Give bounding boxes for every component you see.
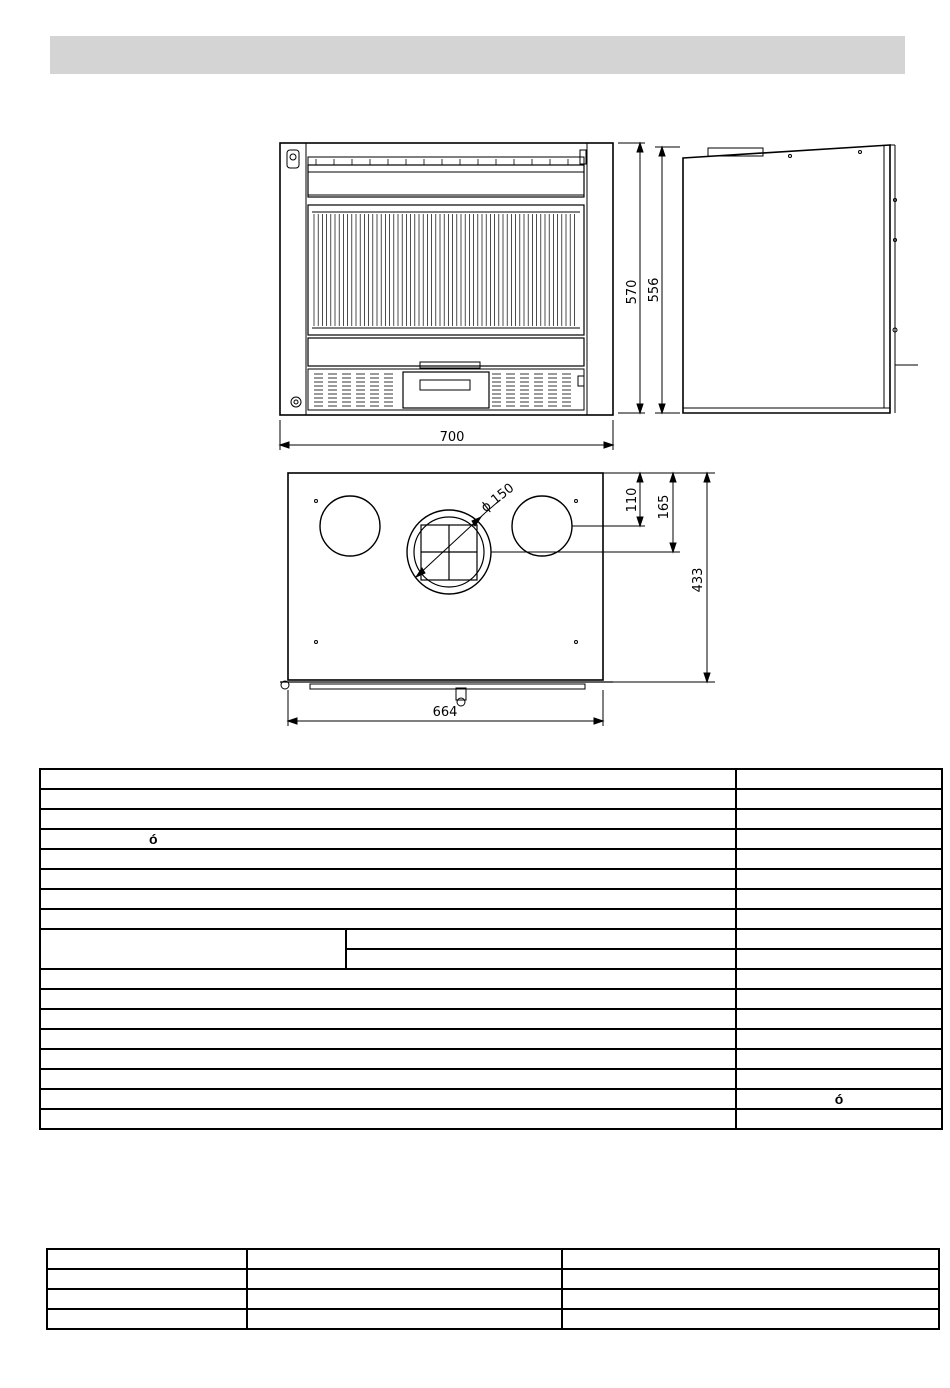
row-value — [736, 869, 942, 889]
cell — [247, 1309, 562, 1329]
table-row — [47, 1309, 939, 1329]
table-row — [40, 1109, 942, 1129]
row-label — [40, 809, 736, 829]
row-value — [736, 1009, 942, 1029]
table-row — [40, 849, 942, 869]
table-row — [47, 1249, 939, 1269]
top-view — [280, 473, 613, 706]
row-value — [736, 829, 942, 849]
row-label — [40, 889, 736, 909]
table-row — [40, 989, 942, 1009]
row-label — [40, 909, 736, 929]
row-label — [40, 769, 736, 789]
top-dimension-lines — [288, 473, 715, 726]
table-row — [40, 1089, 942, 1109]
row-value — [736, 989, 942, 1009]
row-value — [736, 1109, 942, 1129]
row-value — [736, 929, 942, 949]
row-label — [40, 1009, 736, 1029]
cell — [562, 1289, 939, 1309]
row-value — [736, 1029, 942, 1049]
row-group-label — [40, 929, 346, 969]
dim-top-width: 664 — [432, 705, 458, 720]
table-row — [40, 889, 942, 909]
table-row — [40, 909, 942, 929]
dim-outlet-diameter: ϕ 150 — [478, 480, 518, 516]
dim-front-height: 570 — [625, 279, 640, 305]
row-sub-label — [346, 949, 736, 969]
cell — [47, 1289, 247, 1309]
cell — [562, 1269, 939, 1289]
table-row — [40, 809, 942, 829]
row-label — [40, 989, 736, 1009]
cell — [247, 1249, 562, 1269]
row-value — [736, 1069, 942, 1089]
row-value — [736, 769, 942, 789]
row-label — [40, 869, 736, 889]
row-value — [736, 1049, 942, 1069]
row-value: ó — [736, 1089, 942, 1109]
cell — [47, 1269, 247, 1289]
side-view — [683, 145, 918, 413]
row-label — [40, 1049, 736, 1069]
dim-outlet-offset-2: 165 — [657, 494, 672, 520]
dim-outlet-offset-1: 110 — [625, 487, 640, 513]
spec-table — [39, 768, 943, 1130]
cell — [562, 1249, 939, 1269]
row-label: ó — [40, 829, 736, 849]
dim-front-width: 700 — [439, 430, 465, 445]
dim-side-height: 556 — [647, 277, 662, 303]
row-value — [736, 889, 942, 909]
row-label — [40, 1109, 736, 1129]
table-row — [40, 929, 942, 949]
table-row — [40, 789, 942, 809]
table-row — [40, 1029, 942, 1049]
table-row — [47, 1269, 939, 1289]
row-value — [736, 969, 942, 989]
table-row — [40, 1009, 942, 1029]
row-value — [736, 809, 942, 829]
front-dimension-lines — [280, 143, 680, 450]
table-row — [47, 1289, 939, 1309]
cell — [247, 1289, 562, 1309]
bottom-table — [46, 1248, 940, 1330]
dim-top-depth: 433 — [691, 567, 706, 593]
table-row — [40, 1049, 942, 1069]
row-label — [40, 969, 736, 989]
row-value — [736, 789, 942, 809]
row-label — [40, 789, 736, 809]
row-label — [40, 1089, 736, 1109]
top-rail-detail — [316, 159, 568, 165]
table-row — [40, 1069, 942, 1089]
row-value — [736, 949, 942, 969]
cell — [47, 1249, 247, 1269]
firebox-grille — [314, 214, 574, 326]
row-value — [736, 849, 942, 869]
table-row — [40, 829, 942, 849]
cell — [247, 1269, 562, 1289]
cell — [47, 1309, 247, 1329]
row-label — [40, 1029, 736, 1049]
row-label — [40, 1069, 736, 1089]
table-row — [40, 869, 942, 889]
row-label — [40, 849, 736, 869]
table-row — [40, 969, 942, 989]
table-row — [40, 769, 942, 789]
row-value — [736, 909, 942, 929]
cell — [562, 1309, 939, 1329]
row-sub-label — [346, 929, 736, 949]
